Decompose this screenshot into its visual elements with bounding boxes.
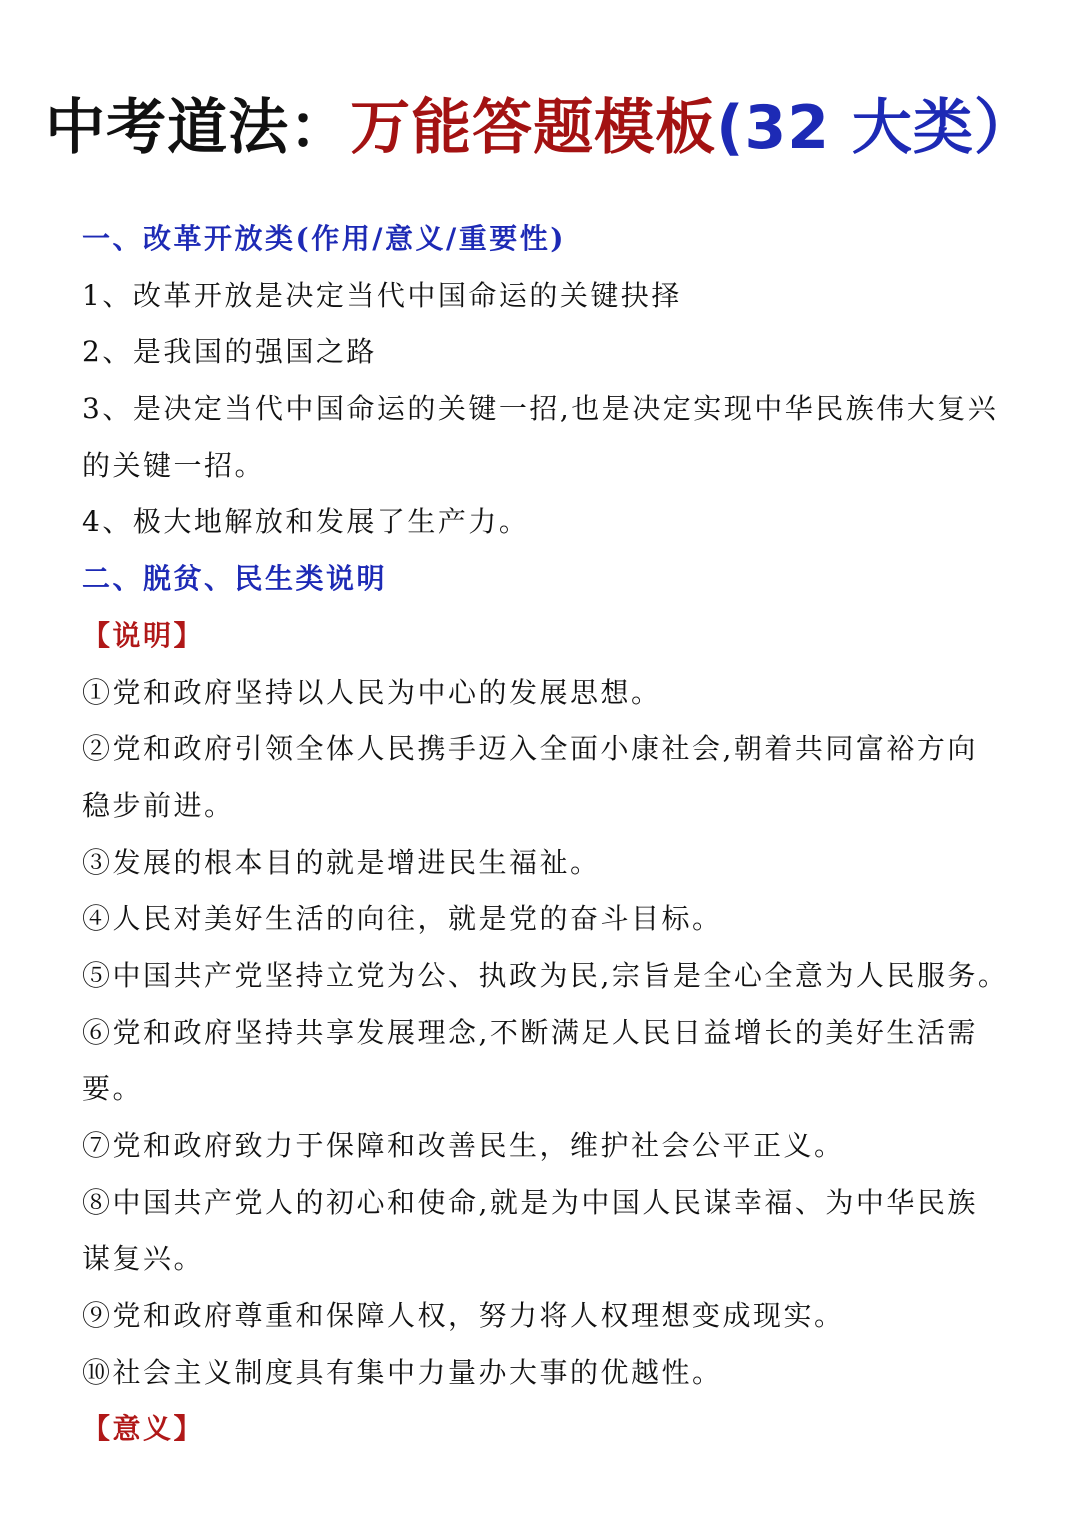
list-item: ⑦党和政府致力于保障和改善民生，维护社会公平正义。 bbox=[82, 1129, 845, 1162]
document-body bbox=[82, 211, 1012, 1458]
list-item: 2、是我国的强国之路 bbox=[82, 335, 377, 369]
list-item: 3、是决定当代中国命运的关键一招,也是决定实现中华民族伟大复兴 bbox=[82, 392, 999, 426]
section-heading-livelihood: 二、脱贫、民生类说明 bbox=[82, 562, 388, 596]
page-title bbox=[0, 88, 1080, 168]
list-item: 1、改革开放是决定当代中国命运的关键抉择 bbox=[82, 278, 682, 312]
list-item: ⑤中国共产党坚持立党为公、执政为民,宗旨是全心全意为人民服务。 bbox=[82, 958, 1009, 992]
tag-explanation: 【说明】 bbox=[82, 618, 205, 652]
list-item: ⑩社会主义制度具有集中力量办大事的优越性。 bbox=[82, 1355, 723, 1389]
list-item: ③发展的根本目的就是增进民生福祉。 bbox=[82, 845, 601, 879]
list-item: ⑧中国共产党人的初心和使命,就是为中国人民谋幸福、为中华民族 bbox=[82, 1185, 978, 1219]
list-item: ⑥党和政府坚持共享发展理念,不断满足人民日益增长的美好生活需 bbox=[82, 1015, 978, 1049]
list-item: ⑨党和政府尊重和保障人权，努力将人权理想变成现实。 bbox=[82, 1299, 845, 1333]
section-heading-reform: 一、改革开放类(作用/意义/重要性) bbox=[82, 222, 566, 255]
list-item-continuation: 稳步前进。 bbox=[82, 788, 235, 822]
list-item-continuation: 谋复兴。 bbox=[82, 1242, 205, 1276]
title-suffix: (32 大类） bbox=[716, 93, 1035, 163]
list-item-continuation: 的关键一招。 bbox=[82, 448, 266, 482]
list-item-continuation: 要。 bbox=[82, 1072, 144, 1106]
list-item: 4、极大地解放和发展了生产力。 bbox=[82, 505, 530, 539]
list-item: ①党和政府坚持以人民为中心的发展思想。 bbox=[82, 675, 662, 709]
tag-significance: 【意义】 bbox=[82, 1412, 205, 1446]
list-item: ④人民对美好生活的向往，就是党的奋斗目标。 bbox=[82, 902, 723, 936]
list-item: ②党和政府引领全体人民携手迈入全面小康社会,朝着共同富裕方向 bbox=[82, 732, 978, 766]
title-main: 万能答题模板 bbox=[350, 93, 717, 163]
title-prefix: 中考道法： bbox=[45, 93, 351, 163]
